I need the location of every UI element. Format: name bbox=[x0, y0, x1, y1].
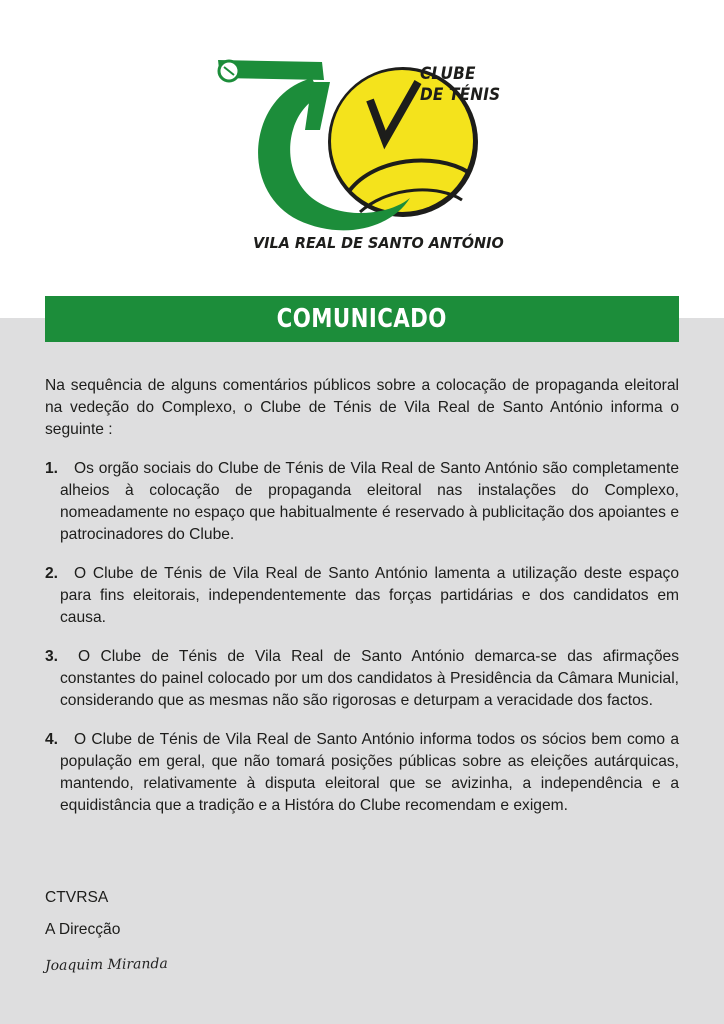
department-name: A Direcção bbox=[45, 921, 121, 938]
signature: Joaquim Miranda bbox=[44, 955, 168, 975]
item-number: 3. bbox=[45, 648, 59, 665]
club-logo bbox=[200, 40, 530, 270]
item-text: O Clube de Ténis de Vila Real de Santo António lamenta a utilização deste espaço para fins eleitorais, independentemente das forças partidárias e dos candidatos em causa. bbox=[60, 565, 679, 626]
statement-body bbox=[45, 375, 679, 834]
item-number: 2. bbox=[45, 565, 59, 582]
intro-paragraph: Na sequência de alguns comentários públicos sobre a colocação de propaganda eleitoral na vedeção do Complexo, o Clube de Ténis de Vila Real de Santo António informa o seguinte : bbox=[45, 377, 679, 438]
list-item bbox=[45, 563, 679, 629]
club-city: VILA REAL DE SANTO ANTÓNIO bbox=[253, 234, 504, 252]
item-number: 4. bbox=[45, 731, 59, 748]
club-name-line2: DE TÉNIS bbox=[420, 85, 501, 105]
club-name-line1: CLUBE bbox=[420, 64, 476, 84]
club-name bbox=[420, 64, 500, 106]
title-banner bbox=[45, 296, 679, 342]
item-text: O Clube de Ténis de Vila Real de Santo António demarca-se das afirmações constantes do painel colocado por um dos candidatos à Presidência da Câmara Municial, considerando que as mesmas não são rigorosas e deturpam a veracidade dos factos. bbox=[60, 648, 679, 709]
item-text: Os orgão sociais do Clube de Ténis de Vila Real de Santo António são completamente alheios à colocação de propaganda eleitoral nas instalações do Complexo, nomeadamente no espaço que habitualmente é reservado à publicitação dos apoiantes e patrocinadores do Clube. bbox=[60, 460, 679, 543]
list-item bbox=[45, 458, 679, 546]
item-text: O Clube de Ténis de Vila Real de Santo António informa todos os sócios bem como a população em geral, que não tomará posições públicas sobre as eleições autárquicas, mantendo, relativamente à disputa eleitoral que se avizinha, a independência e a equidistância que a tradição e a Históra do Clube recomendam e exigem. bbox=[60, 731, 679, 814]
page-title: COMUNICADO bbox=[276, 304, 448, 334]
item-number: 1. bbox=[45, 460, 59, 477]
list-item bbox=[45, 729, 679, 817]
list-item bbox=[45, 646, 679, 712]
organization-name: CTVRSA bbox=[45, 889, 109, 906]
